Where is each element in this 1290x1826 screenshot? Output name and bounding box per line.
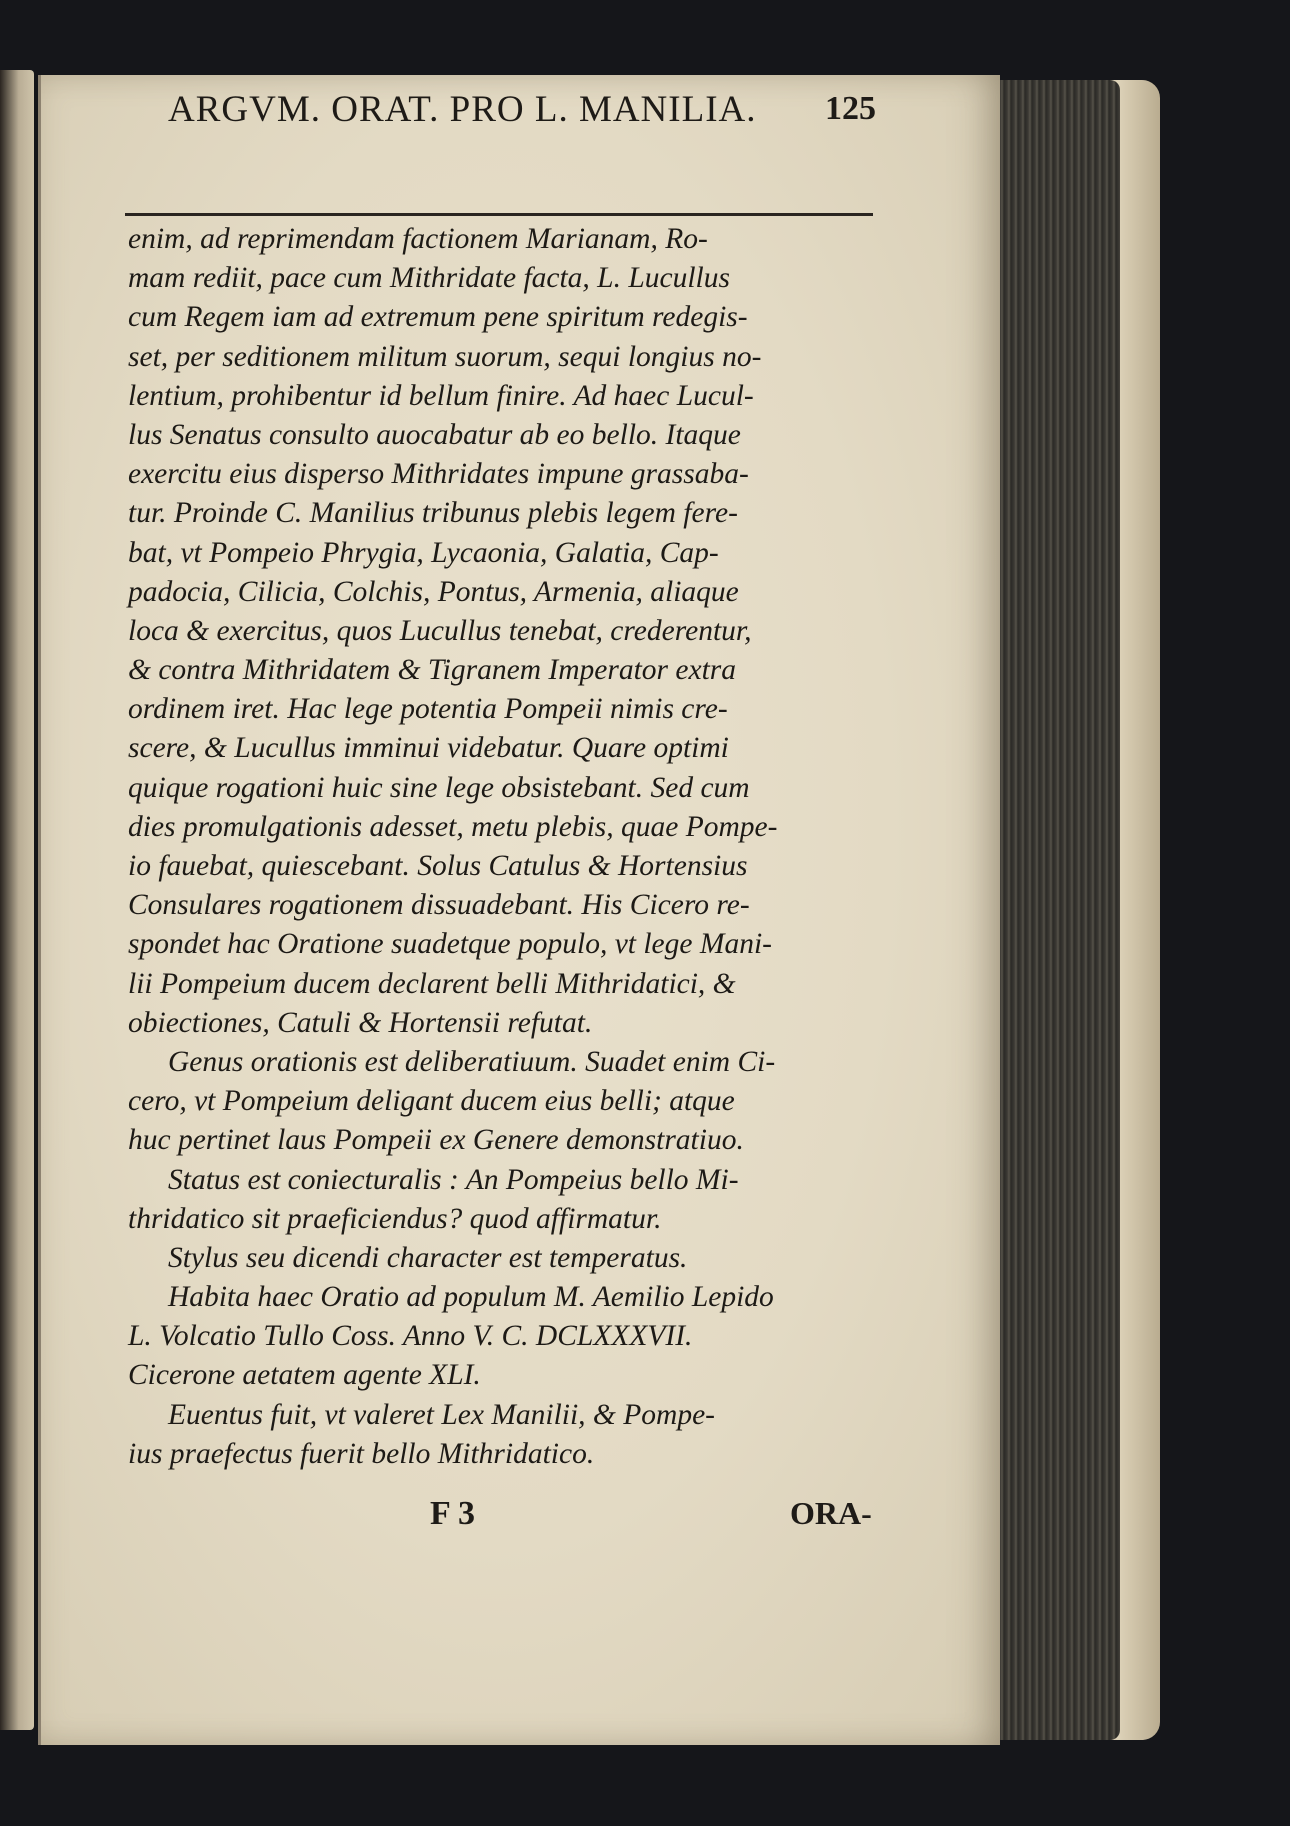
argument-text [128,220,888,1474]
text-line: lentium, prohibentur id bellum finire. Ad haec Lucul- [128,379,754,412]
text-line: mam rediit, pace cum Mithridate facta, L. Lucullus [128,262,730,295]
text-line: huc pertinet laus Pompeii ex Genere demonstratiuo. [128,1124,744,1157]
text-line: Status est coniecturalis : An Pompeius bello Mi- [168,1163,739,1196]
text-line: exercitu eius disperso Mithridates impune grassaba- [128,458,749,491]
text-line: bat, vt Pompeio Phrygia, Lycaonia, Galatia, Cap- [128,536,719,569]
text-line: enim, ad reprimendam factionem Marianam, Ro- [128,223,708,255]
text-line: & contra Mithridatem & Tigranem Imperator extra [128,654,736,687]
text-line: Cicerone aetatem agente XLI. [128,1359,481,1392]
header-rule [125,213,873,216]
page-block-edges [990,80,1120,1740]
gutter-shadow [38,75,41,1745]
running-head: ARGVM. ORAT. PRO L. MANILIA. [168,89,757,130]
catchword: ORA- [790,1495,872,1531]
text-line: L. Volcatio Tullo Coss. Anno V. C. DCLXXXVII. [128,1320,693,1353]
text-line: Genus orationis est deliberatiuum. Suadet enim Ci- [168,1045,776,1078]
facing-page-edge [0,70,34,1730]
text-line: io fauebat, quiescebant. Solus Catulus & Hortensius [128,850,748,882]
text-line: obiectiones, Catuli & Hortensii refutat. [128,1006,593,1039]
text-line: cum Regem iam ad extremum pene spiritum redegis- [128,301,748,334]
text-line: loca & exercitus, quos Lucullus tenebat, crederentur, [128,614,752,647]
text-line: dies promulgationis adesset, metu plebis, quae Pompe- [128,810,778,843]
signature-mark: F 3 [430,1495,476,1532]
text-line: scere, & Lucullus imminui videbatur. Quare optimi [128,732,729,765]
text-line: lii Pompeium ducem declarent belli Mithridatici, & [128,967,736,1000]
text-line: padocia, Cilicia, Colchis, Pontus, Armenia, aliaque [128,575,739,608]
text-line: thridatico sit praeficiendus? quod affirmatur. [128,1202,662,1235]
text-line: ius praefectus fuerit bello Mithridatico. [128,1437,595,1470]
text-line: lus Senatus consulto auocabatur ab eo bello. Itaque [128,418,741,451]
text-line: spondet hac Oratione suadetque populo, vt lege Mani- [128,928,772,961]
text-line: quique rogationi huic sine lege obsistebant. Sed cum [128,771,750,804]
text-line: tur. Proinde C. Manilius tribunus plebis legem fere- [128,497,738,530]
text-line: Consulares rogationem dissuadebant. His Cicero re- [128,889,750,922]
text-line: Euentus fuit, vt valeret Lex Manilii, & Pompe- [168,1398,715,1431]
text-line: Habita haec Oratio ad populum M. Aemilio Lepido [168,1281,774,1314]
text-line: set, per seditionem militum suorum, sequi longius no- [128,340,762,373]
text-line: cero, vt Pompeium deligant ducem eius belli; atque [128,1085,735,1118]
text-line: ordinem iret. Hac lege potentia Pompeii nimis cre- [128,693,728,726]
text-line: Stylus seu dicendi character est temperatus. [168,1241,688,1274]
page-header [130,88,890,142]
page-number: 125 [825,90,876,127]
